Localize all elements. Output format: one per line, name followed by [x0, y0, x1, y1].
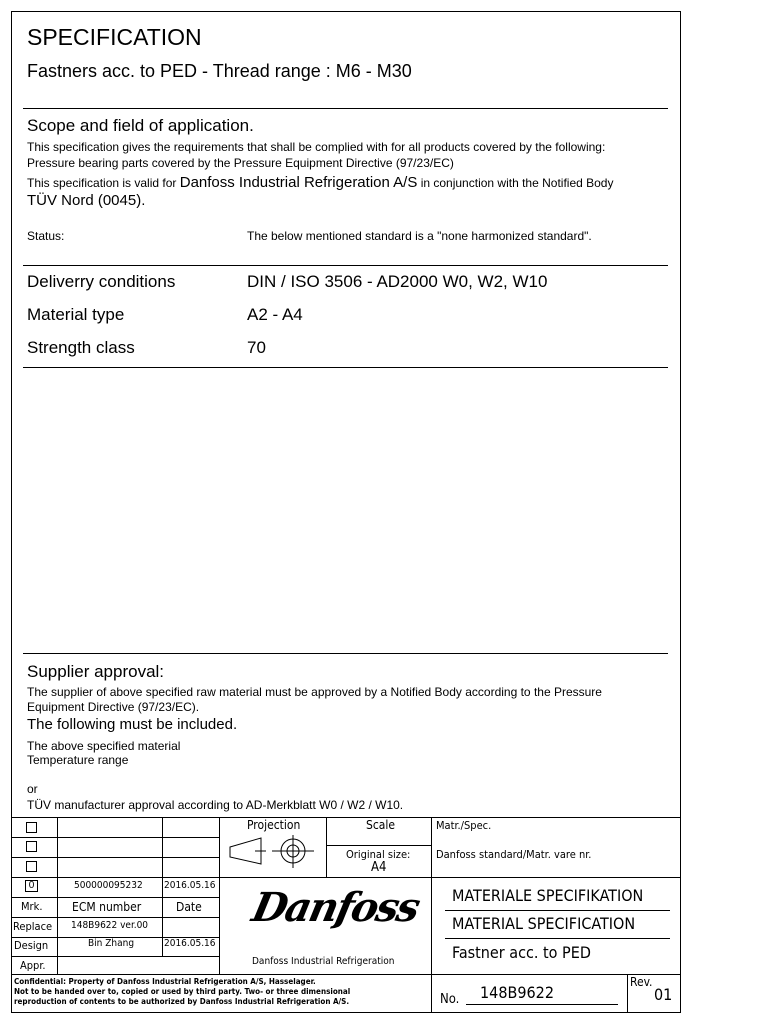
grid-line [431, 974, 432, 1013]
supplier-line-6: or [27, 782, 38, 796]
scope-line-1: This specification gives the requirements that shall be complied with for all products covered by the following: [27, 140, 606, 154]
mrk-label: Mrk. [21, 900, 43, 913]
confidential-line-1: Confidential: Property of Danfoss Industrial Refrigeration A/S, Hasselager. [14, 977, 316, 986]
document-number: 148B9622 [480, 983, 554, 1002]
scope-line-2: Pressure bearing parts covered by the Pressure Equipment Directive (97/23/EC) [27, 156, 454, 170]
grid-line [326, 817, 327, 877]
grid-line [326, 845, 431, 846]
title-item: Fastner acc. to PED [452, 943, 591, 962]
design-name: Bin Zhang [88, 938, 135, 949]
divider [23, 367, 668, 368]
supplier-heading: Supplier approval: [27, 662, 165, 681]
revision-checkbox[interactable] [26, 822, 37, 833]
company-name: Danfoss Industrial Refrigeration [252, 956, 395, 967]
grid-line [11, 857, 219, 858]
grid-line [11, 974, 681, 975]
divider [23, 108, 668, 109]
appr-label: Appr. [20, 959, 46, 972]
supplier-line-3: The following must be included. [27, 716, 238, 733]
property-label: Deliverry conditions [27, 272, 176, 291]
grid-line [11, 877, 681, 878]
original-size-value: A4 [371, 860, 387, 875]
projection-symbol-icon [228, 834, 320, 870]
original-size-label: Original size: [346, 848, 411, 861]
ecm-label: ECM number [72, 900, 142, 914]
grid-line [445, 938, 670, 939]
supplier-line-5: Temperature range [27, 753, 129, 767]
status-label: Status: [27, 229, 65, 243]
scope-heading: Scope and field of application. [27, 116, 254, 135]
grid-line [431, 817, 432, 974]
scope-notified-body: TÜV Nord (0045). [27, 192, 146, 209]
design-label: Design [14, 939, 49, 952]
supplier-line-7: TÜV manufacturer approval according to AD-Merkblatt W0 / W2 / W10. [27, 798, 404, 812]
page-title: SPECIFICATION [27, 24, 202, 50]
rev-value: 01 [654, 985, 673, 1004]
grid-line [11, 956, 219, 957]
revision-checkbox[interactable] [26, 841, 37, 852]
grid-line [11, 917, 219, 918]
scope-line-3-pre: This specification is valid for [27, 176, 180, 190]
grid-line [57, 817, 58, 974]
scope-company: Danfoss Industrial Refrigeration A/S [179, 174, 418, 191]
scale-label: Scale [366, 818, 396, 832]
grid-line [445, 910, 670, 911]
revision-mark: 0 [25, 880, 38, 892]
rev-label: Rev. [630, 975, 653, 989]
grid-line [627, 974, 628, 1013]
projection-label: Projection [247, 818, 301, 832]
ecm-date: 2016.05.16 [164, 880, 216, 891]
property-value: A2 - A4 [247, 305, 303, 324]
property-label: Material type [27, 305, 125, 324]
scope-line-3-post: in conjunction with the Notified Body [417, 176, 614, 190]
no-label: No. [440, 992, 460, 1007]
date-label: Date [176, 900, 202, 914]
grid-line [219, 817, 220, 974]
revision-checkbox[interactable] [26, 861, 37, 872]
divider [23, 653, 668, 654]
property-label: Strength class [27, 338, 135, 357]
ecm-value: 500000095232 [74, 880, 143, 891]
grid-line [466, 1004, 618, 1005]
danfoss-standard-label: Danfoss standard/Matr. vare nr. [436, 848, 592, 861]
matr-spec-label: Matr./Spec. [436, 819, 492, 832]
supplier-line-2: Equipment Directive (97/23/EC). [27, 700, 200, 714]
grid-line [11, 837, 219, 838]
design-date: 2016.05.16 [164, 938, 216, 949]
replace-label: Replace [13, 920, 53, 933]
grid-line [162, 817, 163, 956]
title-danish: MATERIALE SPECIFIKATION [452, 886, 644, 905]
property-value: 70 [247, 338, 266, 357]
property-value: DIN / ISO 3506 - AD2000 W0, W2, W10 [247, 272, 548, 291]
status-value: The below mentioned standard is a "none harmonized standard". [247, 229, 592, 243]
supplier-line-1: The supplier of above specified raw material must be approved by a Notified Body according to the Pressure [27, 685, 602, 699]
grid-line [11, 897, 219, 898]
divider [23, 265, 668, 266]
replace-value: 148B9622 ver.00 [71, 920, 149, 931]
danfoss-logo: Danfoss [248, 884, 423, 931]
title-english: MATERIAL SPECIFICATION [452, 914, 636, 933]
page-subtitle: Fastners acc. to PED - Thread range : M6 - M30 [27, 61, 412, 81]
confidential-line-2: Not to be handed over to, copied or used by third party. Two- or three dimensional [14, 987, 351, 996]
titleblock-border [11, 817, 681, 818]
confidential-line-3: reproduction of contents to be authorized by Danfoss Industrial Refrigeration A/S. [14, 997, 350, 1006]
supplier-line-4: The above specified material [27, 739, 181, 753]
scope-line-3 [27, 174, 613, 191]
